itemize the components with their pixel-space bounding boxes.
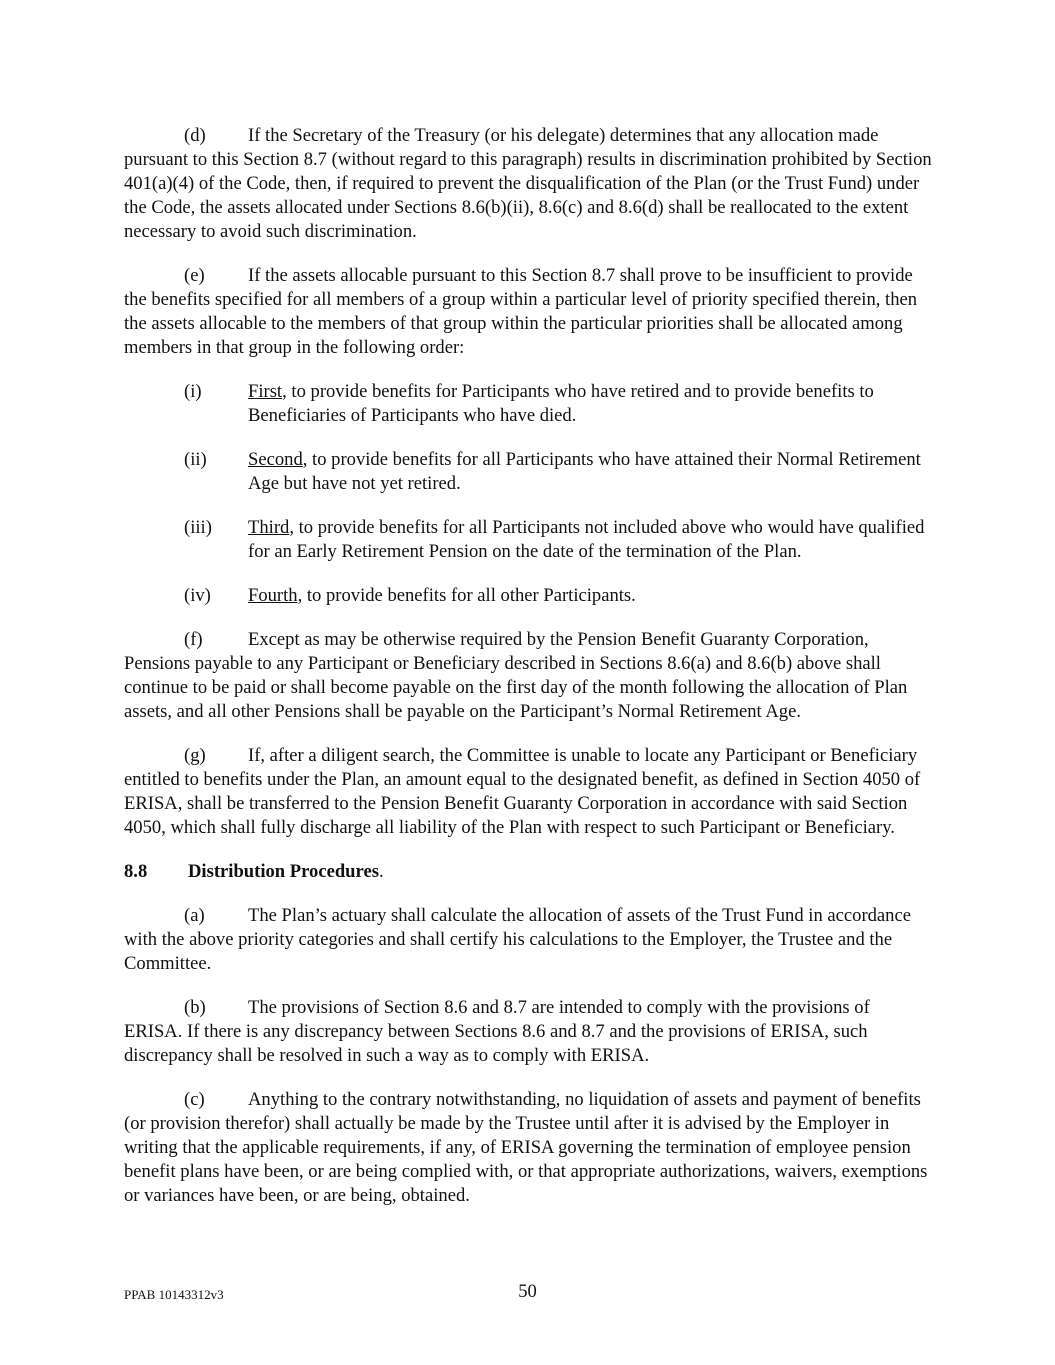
paragraph-label: (d) [184,125,206,146]
document-id: PPAB 10143312v3 [124,1287,224,1302]
priority-item-third [124,516,932,564]
item-text: , to provide benefits for all Participants not included above who would have qualified for an Early Retirement Pension on the date of the termination of the Plan. [248,517,925,562]
paragraph-text: Anything to the contrary notwithstanding, no liquidation of assets and payment of benefits (or provision therefor) shall actually be made by the Trustee until after it is advised by the Employer in writing that the applicable requirements, if any, of ERISA governing the termination of employee pension benefit plans have been, or are being complied with, or that appropriate authorizations, waivers, exemptions or variances have been, or are being, obtained. [124,1089,928,1206]
section-title-period: . [378,861,384,882]
paragraph-text: Except as may be otherwise required by the Pension Benefit Guaranty Corporation, Pensions payable to any Participant or Beneficiary described in Sections 8.6(a) and 8.6(b) above shall continue to be paid or shall become payable on the first day of the month following the allocation of Plan assets, and all other Pensions shall be payable on the Participant’s Normal Retirement Age. [124,629,908,722]
priority-item-first [124,380,932,428]
section-number: 8.8 [124,861,148,882]
paragraph-8-8-b [124,996,932,1068]
item-text: , to provide benefits for all Participants who have attained their Normal Retirement Age but have not yet retired. [248,449,921,494]
paragraph-8-8-a [124,904,932,976]
paragraph-g [124,744,932,840]
priority-item-fourth [124,584,932,608]
item-keyword: Fourth [248,585,298,606]
paragraph-d [124,124,932,244]
paragraph-label: (b) [184,997,206,1018]
item-number: (ii) [184,449,207,470]
section-title: Distribution Procedures [188,861,379,882]
page-number: 50 [518,1281,537,1302]
page-body [124,124,932,1228]
paragraph-text: The Plan’s actuary shall calculate the allocation of assets of the Trust Fund in accordance with the above priority categories and shall certify his calculations to the Employer, the Trustee and the Committee. [124,905,911,974]
item-number: (iii) [184,517,212,538]
paragraph-label: (f) [184,629,203,650]
paragraph-e [124,264,932,360]
priority-item-second [124,448,932,496]
paragraph-label: (a) [184,905,205,926]
item-number: (iv) [184,585,211,606]
paragraph-label: (g) [184,745,206,766]
paragraph-label: (c) [184,1089,205,1110]
item-keyword: First [248,381,283,402]
paragraph-text: The provisions of Section 8.6 and 8.7 are intended to comply with the provisions of ERISA. If there is any discrepancy between Sections 8.6 and 8.7 and the provisions of ERISA, such discrepancy shall be resolved in such a way as to comply with ERISA. [124,997,870,1066]
paragraph-label: (e) [184,265,205,286]
paragraph-8-8-c [124,1088,932,1208]
paragraph-text: If the assets allocable pursuant to this Section 8.7 shall prove to be insufficient to provide the benefits specified for all members of a group within a particular level of priority specified therein, then the assets allocable to the members of that group within the particular priorities shall be allocated among members in that group in the following order: [124,265,918,358]
item-text: , to provide benefits for Participants who have retired and to provide benefits to Beneficiaries of Participants who have died. [248,381,874,426]
paragraph-text: If the Secretary of the Treasury (or his delegate) determines that any allocation made pursuant to this Section 8.7 (without regard to this paragraph) results in discrimination prohibited by Section 401(a)(4) of the Code, then, if required to prevent the disqualification of the Plan (or the Trust Fund) under the Code, the assets allocated under Sections 8.6(b)(ii), 8.6(c) and 8.6(d) shall be reallocated to the extent necessary to avoid such discrimination. [124,125,932,242]
paragraph-f [124,628,932,724]
section-heading [124,860,932,884]
item-number: (i) [184,381,202,402]
item-keyword: Third [248,517,290,538]
paragraph-text: If, after a diligent search, the Committee is unable to locate any Participant or Beneficiary entitled to benefits under the Plan, an amount equal to the designated benefit, as defined in Section 4050 of ERISA, shall be transferred to the Pension Benefit Guaranty Corporation in accordance with said Section 4050, which shall fully discharge all liability of the Plan with respect to such Participant or Beneficiary. [124,745,921,838]
item-keyword: Second [248,449,303,470]
item-text: , to provide benefits for all other Participants. [297,585,636,606]
